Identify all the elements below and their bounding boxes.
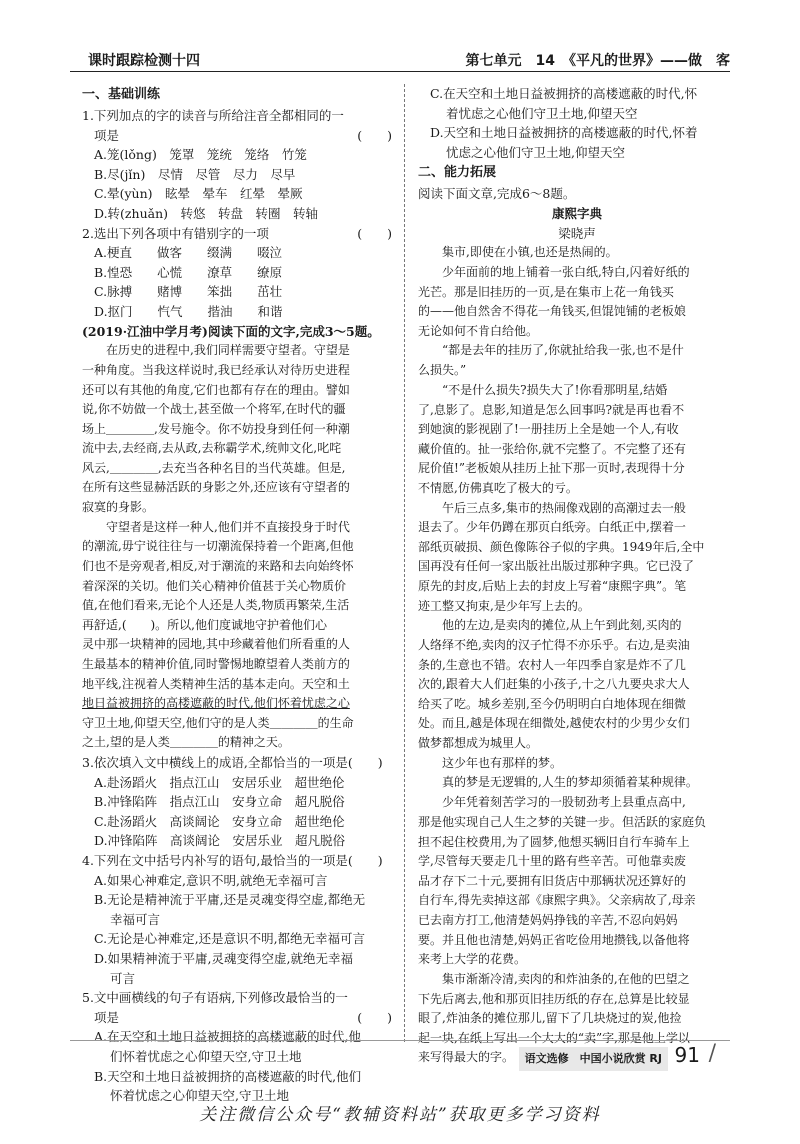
option-a: A.梗直 做客 缀满 啜泣 (94, 245, 283, 261)
reading-passage-1 (82, 341, 392, 753)
question-1 (82, 106, 392, 224)
passage-line: 们也不是旁观者,相反,对于潮流的来路和去向始终怀 (82, 559, 354, 574)
passage-line: 寂寞的身影。 (82, 500, 155, 515)
passage-line: 还可以有其他的角度,它们也都有存在的理由。譬如 (82, 382, 350, 397)
question-4-stem: 4.下列在文中括号内补写的语句,最恰当的一项是( ) (82, 852, 383, 868)
option-b: B.冲锋陷阵 指点江山 安身立命 超凡脱俗 (94, 794, 345, 810)
option-d: D.转(zhuǎn) 转悠 转盘 转圈 转轴 (94, 205, 318, 221)
reading-intro-6-8: 阅读下面文章,完成6～8题。 (418, 186, 576, 202)
option-d: D.天空和土地日益被拥挤的高楼遮蔽的时代,怀着 (430, 125, 698, 141)
option-d: D.抠门 忾气 揩油 和谐 (94, 303, 283, 319)
option-c: C.无论是心神难定,还是意识不明,都绝无幸福可言 (94, 931, 366, 947)
passage-line: 已去南方打工,他清楚妈妈挣钱的辛苦,不忍向妈妈 (418, 912, 678, 927)
article-title: 康熙字典 (551, 205, 602, 221)
option-a: A.在天空和土地日益被拥挤的高楼遮蔽的时代,他 (94, 1029, 361, 1045)
option-a: A.如果心神难定,意识不明,就绝无幸福可言 (94, 872, 328, 888)
option-d-cont: 忧虑之心他们守卫土地,仰望天空 (446, 144, 625, 160)
passage-line: 真的梦是无逻辑的,人生的梦却须循着某种规律。 (442, 775, 698, 790)
reading-passage-2 (418, 243, 736, 1068)
passage-line: 之土,望的是人类＿＿＿＿的精神之天。 (82, 735, 290, 750)
watermark-text: 关注微信公众号“教辅资料站”获取更多学习资料 (199, 1105, 601, 1125)
passage-line: 少年面前的地上铺着一张白纸,特白,闪着好纸的 (442, 264, 690, 279)
passage-line: 生最基本的精神价值,同时警惕地瞭望着人类前方的 (82, 657, 350, 672)
passage-line: 场上＿＿＿＿,发号施令。你不妨投身到任何一种潮 (82, 421, 350, 436)
passage-line: 着深深的关切。他们关心精神价值甚于关心物质价 (82, 578, 347, 593)
passage-line: 藏价值的。扯一张给你,就不完整了。不完整了还有 (418, 441, 686, 456)
passage-line: 这少年也有那样的梦。 (442, 755, 563, 770)
option-d: D.冲锋陷阵 高谈阔论 安居乐业 超凡脱俗 (94, 833, 346, 849)
reading-intro-3-5: (2019·江油中学月考)阅读下面的文字,完成3～5题。 (82, 323, 380, 339)
passage-line: 说,你不妨做一个战士,甚至做一个将军,在时代的疆 (82, 402, 346, 417)
passage-line: 要。并且他也清楚,妈妈正省吃俭用地攒钱,以备他将 (418, 932, 690, 947)
option-a: A.赴汤蹈火 指点江山 安居乐业 超世绝伦 (94, 774, 345, 790)
passage-line: 下先后离去,他和那页旧挂历纸的存在,总算是比较显 (418, 991, 690, 1006)
right-column (418, 84, 736, 1068)
page-header (70, 50, 730, 72)
passage-line: 给买了吃。城乡差别,至今仍明明白白地体现在细微 (418, 696, 686, 711)
passage-line: 次的,跟着大人们赶集的小孩子,十之八九要央求大人 (418, 677, 690, 692)
passage-line: 国再没有任何一家出版社出版过那种字典。它已没了 (418, 559, 695, 574)
question-1-stem: 1.下列加点的字的读音与所给注音全都相同的一 (82, 108, 344, 123)
passage-line: 守望者是这样一种人,他们并不直接投身于时代 (106, 519, 350, 534)
passage-line: 么损失。” (418, 363, 467, 378)
question-5-stem: 5.文中画横线的句子有语病,下列修改最恰当的一 (82, 990, 348, 1006)
answer-paren: ( ) (357, 225, 392, 241)
option-c: C.脉搏 赌博 笨拙 茁壮 (94, 284, 283, 300)
slash-mark: / (708, 1041, 716, 1066)
passage-line: 灵中那一块精神的园地,其中珍藏着他们所看重的人 (82, 637, 350, 652)
passage-line: 集市渐渐冷清,卖肉的和炸油条的,在他的巴望之 (442, 971, 690, 986)
question-4 (82, 851, 392, 988)
passage-line: 光芒。那是旧挂历的一页,是在集市上花一角钱买 (418, 284, 674, 299)
header-left-title: 课时跟踪检测十四 (88, 53, 200, 69)
passage-line: 人络绎不绝,卖肉的汉子忙得不亦乐乎。右边,是卖油 (418, 638, 690, 653)
question-2-stem: 2.选出下列各项中有错别字的一项 (82, 225, 269, 241)
passage-line: 眼了,炸油条的摊位那儿,留下了几块烧过的炭,他捡 (418, 1011, 682, 1026)
option-b: B.尽(jǐn) 尽情 尽管 尽力 尽早 (94, 166, 296, 182)
passage-line: 在所有这些显赫活跃的身影之外,还应该有守望者的 (82, 480, 350, 495)
question-5-continued (418, 84, 736, 162)
passage-line: 做梦都想成为城里人。 (418, 736, 539, 751)
passage-line: 地平线,注视着人类精神生活的基本走向。天空和土 (82, 676, 350, 691)
passage-line: 条的,生意也不错。农村人一年四季自家是炸不了几 (418, 657, 686, 672)
question-3-stem: 3.依次填入文中横线上的成语,全都恰当的一项是( ) (82, 755, 383, 770)
passage-line: 一种角度。当我这样说时,我已经承认对待历史进程 (82, 362, 350, 377)
passage-line: 守卫土地,仰望天空,他们守的是人类＿＿＿＿的生命 (82, 715, 354, 730)
page-number: 91 (674, 1043, 700, 1067)
passage-line: 退去了。少年仍蹲在那页白纸旁。白纸正中,摆着一 (418, 520, 686, 535)
passage-line: 来考上大学的花费。 (418, 952, 527, 967)
left-column (82, 84, 392, 1106)
passage-line: 起一块,在纸上写出一个大大的“卖”字,那是他上学以 (418, 1030, 690, 1045)
option-c: C.赴汤蹈火 高谈阔论 安身立命 超世绝伦 (94, 813, 345, 829)
passage-line: 学,尽管每天要走几十里的路有些辛苦。可他靠卖废 (418, 854, 686, 869)
option-b-cont: 怀着忧虑之心仰望天空,守卫土地 (110, 1088, 289, 1104)
answer-paren: ( ) (357, 1009, 392, 1025)
passage-line: 值,在他们看来,无论个人还是人类,物质再繁荣,生活 (82, 598, 350, 613)
passage-line: 到她演的影视剧了!一册挂历上全是她一个人,有收 (418, 422, 679, 437)
option-d: D.如果精神流于平庸,灵魂变得空虚,就绝无幸福 (94, 950, 353, 966)
option-a-cont: 们怀着忧虑之心仰望天空,守卫土地 (110, 1048, 302, 1064)
passage-line: 午后三点多,集市的热闹像戏剧的高潮过去一般 (442, 500, 686, 515)
underlined-sentence: 地日益被拥挤的高楼遮蔽的时代,他们怀着忧虑之心 (82, 696, 350, 711)
passage-line: 集市,即使在小镇,也还是热闹的。 (442, 244, 618, 259)
passage-line: “不是什么损失?损失大了!你看那明星,结婚 (442, 382, 668, 397)
option-b-cont: 幸福可言 (110, 911, 161, 927)
passage-line: 屁价值!”老板娘从挂历上扯下那一页时,表现得十分 (418, 461, 685, 476)
option-b: B.天空和土地日益被拥挤的高楼遮蔽的时代,他们 (94, 1068, 362, 1084)
option-b: B.无论是精神流于平庸,还是灵魂变得空虚,都绝无 (94, 892, 366, 908)
passage-line: 再舒适,( )。所以,他们度诚地守护着他们心 (82, 617, 327, 632)
passage-line: 处。而且,越是体现在细微处,越使农村的少男少女们 (418, 716, 690, 731)
option-c-cont: 着忧虑之心他们守卫土地,仰望天空 (446, 105, 638, 121)
passage-line: 自行车,得先卖掉这部《康熙字典》。父亲病故了,母亲 (418, 893, 696, 908)
option-b: B.惶恐 心慌 潦草 缭原 (94, 264, 283, 280)
section-heading-basic: 一、基础训练 (82, 87, 161, 102)
question-3 (82, 753, 392, 851)
question-5-stem-cont: 项是 (94, 1009, 120, 1025)
passage-line: 迹工整又拘束,是少年写上去的。 (418, 598, 590, 613)
option-c: C.在天空和土地日益被拥挤的高楼遮蔽的时代,怀 (430, 86, 698, 101)
passage-line: 品才存下二十元,要拥有旧货店中那辆状况还算好的 (418, 873, 686, 888)
header-right-title: 第七单元 14 《平凡的世界》——做 客 (465, 53, 730, 69)
option-c: C.晕(yùn) 眩晕 晕车 红晕 晕厥 (94, 186, 303, 202)
section-heading-advanced: 二、能力拓展 (418, 165, 497, 181)
passage-line: 无论如何不肯白给他。 (418, 323, 539, 338)
article-author: 梁晓声 (558, 225, 596, 241)
passage-line: 那是他实现自己人生之梦的关键一步。但活跃的家庭负 (418, 815, 707, 830)
column-divider (404, 84, 405, 1042)
passage-line: 风云,＿＿＿＿,去充当各种名目的当代英雄。但是, (82, 460, 346, 475)
passage-line: 流中去,去经商,去从政,去称霸学术,统帅文化,叱咤 (82, 441, 342, 456)
passage-line: 部纸页破损、颜色像陈谷子似的字典。1949年后,全中 (418, 539, 705, 554)
book-title-badge: 语文选修 中国小说欣赏 RJ (519, 1047, 668, 1071)
passage-line: 担不起住校费用,为了圆梦,他想买辆旧自行车骑车上 (418, 834, 690, 849)
option-d-cont: 可言 (110, 970, 136, 986)
passage-line: 了,息影了。息影,知道是怎么回事吗?就是再也看不 (418, 402, 685, 417)
passage-line: 不情愿,仿佛真吃了极大的亏。 (418, 480, 578, 495)
answer-paren: ( ) (357, 127, 392, 143)
passage-line: 原先的封皮,后贴上去的封皮上写着“康熙字典”。笔 (418, 579, 687, 594)
option-a: A.笼(lǒng) 笼罩 笼统 笼络 竹笼 (94, 147, 307, 163)
passage-line: “都是去年的挂历了,你就扯给我一张,也不是什 (442, 343, 684, 358)
passage-line: 少年凭着刻苦学习的一股韧劲考上县重点高中, (442, 795, 686, 810)
passage-line: 的——他自然舍不得花一角钱买,但馄饨铺的老板娘 (418, 304, 686, 319)
question-1-stem-cont: 项是 (94, 127, 120, 143)
passage-line: 在历史的进程中,我们同样需要守望者。守望是 (106, 343, 350, 358)
question-2 (82, 224, 392, 322)
passage-line: 他的左边,是卖肉的摊位,从上午到此刻,买肉的 (442, 618, 682, 633)
page-footer (70, 1040, 730, 1076)
passage-line: 来写得最大的字。 (418, 1050, 515, 1065)
passage-line: 的潮流,毋宁说往往与一切潮流保持着一个距离,但他 (82, 539, 354, 554)
